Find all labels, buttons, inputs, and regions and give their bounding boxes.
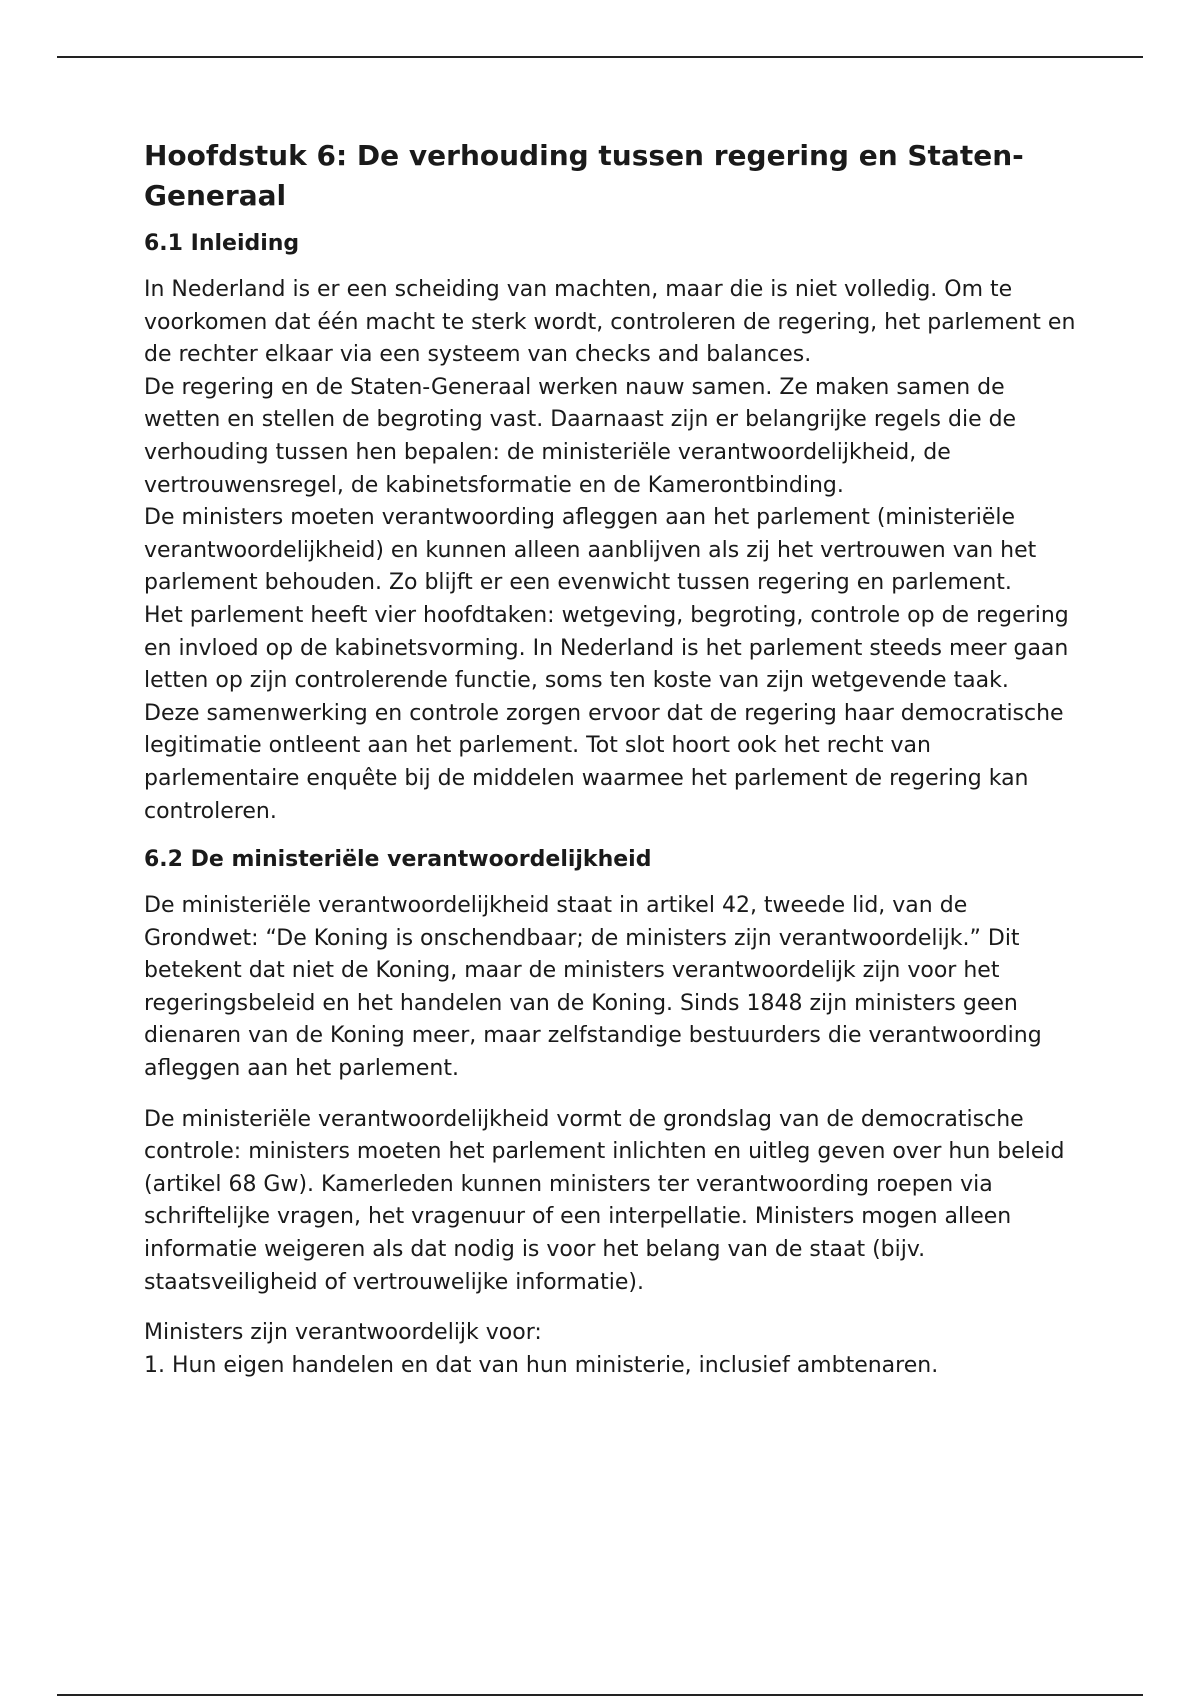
top-rule [57,56,1143,58]
paragraph: In Nederland is er een scheiding van machten, maar die is niet volledig. Om te voorkomen dat één macht te sterk wordt, controleren de regering, het parlement en de rechter elkaar via een systeem van checks and balances. [144,277,1076,368]
paragraph: De ministeriële verantwoordelijkheid staat in artikel 42, tweede lid, van de Grondwet: “De Koning is onschendbaar; de ministers zijn verantwoordelijk.” Dit betekent dat niet de Koning, maar de ministers verantwoordelijk zijn voor het regeringsbeleid en het handelen van de Koning. Sinds 1848 zijn ministers geen dienaren van de Koning meer, maar zelfstandige bestuurders die verantwoording afleggen aan het parlement. [144,893,1042,1082]
paragraph: De ministeriële verantwoordelijkheid vormt de grondslag van de democratische controle: ministers moeten het parlement inlichten en uitleg geven over hun beleid (artikel 68 Gw). Kamerleden kunnen ministers ter verantwoording roepen via schriftelijke vragen, het vragenuur of een interpellatie. Ministers mogen alleen informatie weigeren als dat nodig is voor het belang van de staat (bijv. staatsveiligheid of vertrouwelijke informatie). [144,1106,1065,1295]
list-intro: Ministers zijn verantwoordelijk voor: [144,1320,542,1346]
paragraph: Deze samenwerking en controle zorgen ervoor dat de regering haar democratische legitimatie ontleent aan het parlement. Tot slot hoort ook het recht van parlementaire enquête bij de middelen waarmee het parlement de regering kan controleren. [144,700,1064,824]
bottom-rule [57,1694,1143,1696]
document-content [144,136,1084,1382]
paragraph: Het parlement heeft vier hoofdtaken: wetgeving, begroting, controle op de regering en invloed op de kabinetsvorming. In Nederland is het parlement steeds meer gaan letten op zijn controlerende functie, soms ten koste van zijn wetgevende taak. [144,602,1069,694]
section-heading-6-1: 6.1 Inleiding [144,231,300,256]
paragraph: De ministers moeten verantwoording afleggen aan het parlement (ministeriële verantwoordelijkheid) en kunnen alleen aanblijven als zij het vertrouwen van het parlement behouden. Zo blijft er een evenwicht tussen regering en parlement. [144,505,1037,596]
section-6-1-body [144,274,1084,828]
chapter-title: Hoofdstuk 6: De verhouding tussen regering en Staten-Generaal [144,139,1024,212]
paragraph: De regering en de Staten-Generaal werken nauw samen. Ze maken samen de wetten en stellen de begroting vast. Daarnaast zijn er belangrijke regels die de verhouding tussen hen bepalen: de ministeriële verantwoordelijkheid, de vertrouwensregel, de kabinetsformatie en de Kamerontbinding. [144,374,1017,498]
list-item: 1. Hun eigen handelen en dat van hun ministerie, inclusief ambtenaren. [144,1352,939,1378]
section-heading-6-2: 6.2 De ministeriële verantwoordelijkheid [144,847,652,873]
